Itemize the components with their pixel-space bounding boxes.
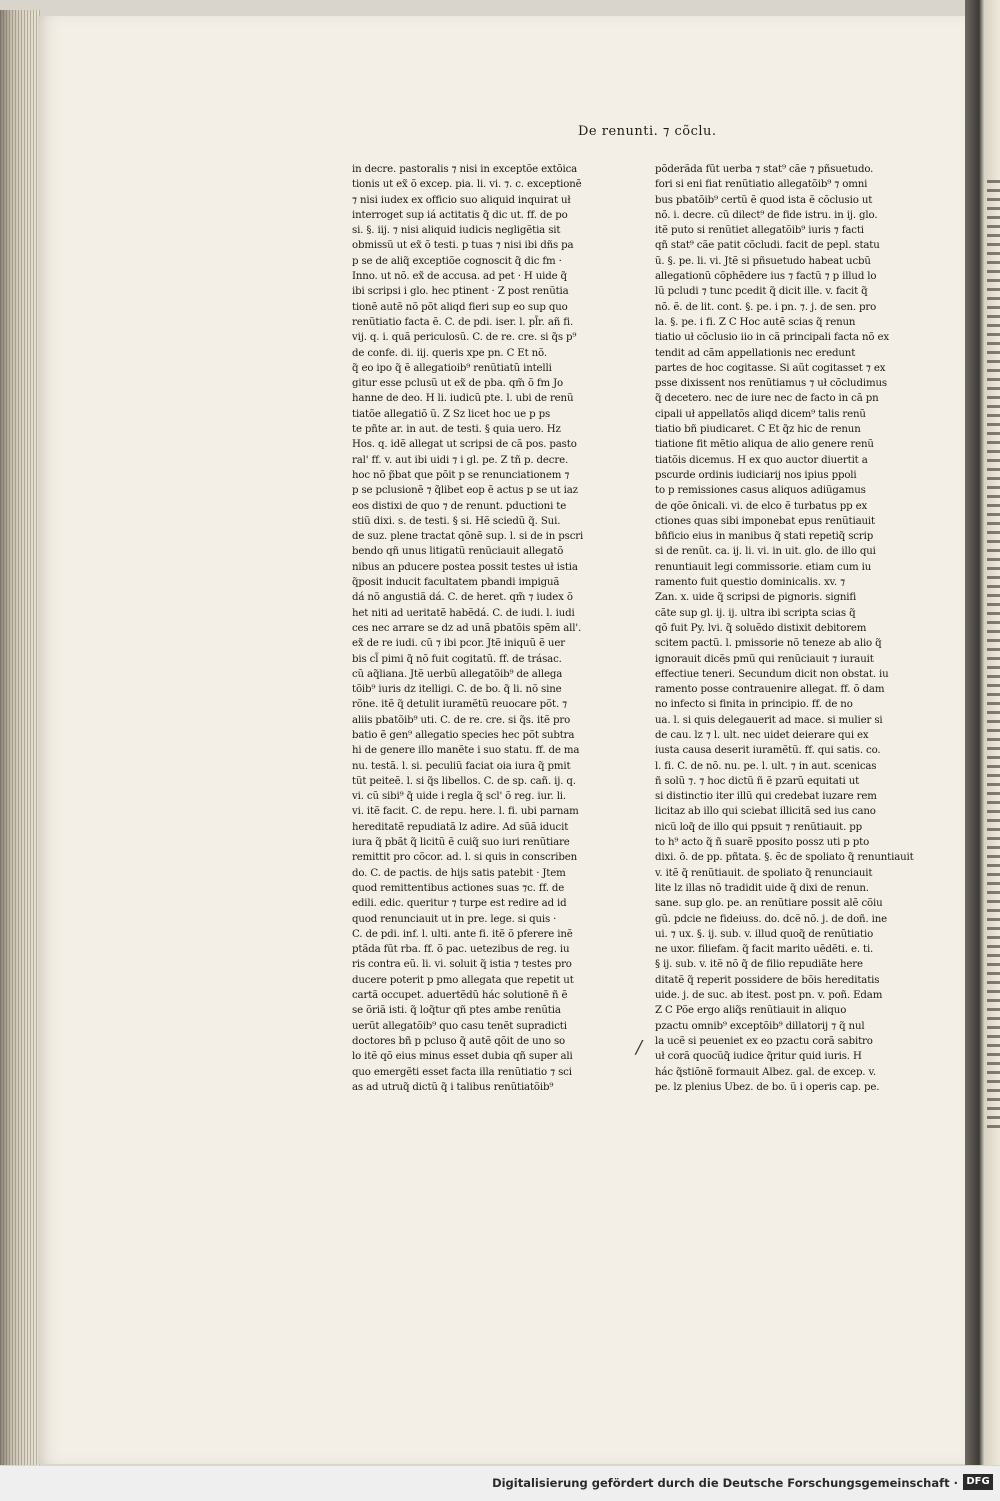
funding-notice: Digitalisierung gefördert durch die Deutsche Forschungsgemeinschaft · (492, 1476, 958, 1490)
text-line: nõ. ẽ. de lit. cont. §. pe. i pn. ⁊. j. de sen. pro (655, 301, 877, 313)
text-line: Inno. ut nõ. ex̃ de accusa. ad pet · H uide q̃ (352, 271, 567, 283)
text-line: ditatẽ q̃ reperit possidere de bõis hereditatis (655, 974, 880, 986)
text-line: aliis pbatõib⁹ uti. C. de re. cre. si q̃s. itẽ pro (352, 714, 571, 726)
text-line: hoc nõ p̃bat que põit p se renunciationem ⁊ (352, 469, 570, 481)
text-line: tiatõis dicemus. H ex quo auctor diuertit a (655, 454, 868, 466)
text-line: cãte sup gl. ij. ij. ultra ibi scripta scias q̃ (655, 607, 856, 619)
text-line: quod remittentibus actiones suas ⁊c. ff. de (352, 882, 565, 894)
text-column-left (352, 162, 617, 1095)
text-line: vi. itẽ facit. C. de repu. here. l. fi. ubi parnam (352, 806, 579, 818)
text-line: ptãda fũt rba. ff. õ pac. uetezibus de reg. iu (352, 944, 570, 956)
text-line: Hos. q. idẽ allegat ut scripsi de cã pos. pasto (352, 439, 577, 451)
text-line: Zan. x. uide q̃ scripsi de pignoris. signifi (655, 592, 857, 604)
text-line: gũ. pdcie ne fideiuss. do. dcẽ nõ. j. de doñ. ine (655, 913, 888, 925)
text-line: q̃ eo ipo q̃ ẽ allegatioib⁹ renũtiatũ intelli (352, 362, 552, 374)
text-line: la. §. pe. i fi. Z C Hoc autẽ scias q̃ renun (655, 316, 856, 328)
text-line: lo itẽ qõ eius minus esset dubia qñ super ali (352, 1051, 573, 1063)
text-line: psse dixissent nos renũtiamus ⁊ uł cõcludimus (655, 378, 887, 390)
text-line: no infecto si finita in principio. ff. de no (655, 699, 853, 711)
text-line: bñficio eius in manibus q̃ stati repetiq̃ scrip (655, 531, 874, 543)
text-line: do. C. de pactis. de hijs satis patebit · Jtem (352, 867, 566, 879)
text-line: remittit pro cõcor. ad. l. si quis in conscriben (352, 852, 578, 864)
text-line: iura q̃ pbãt q̃ licitũ ẽ cuiq̃ suo iuri renũtiare (352, 837, 570, 849)
text-line: renũtiatio facta ẽ. C. de pdi. iser. l. pl̃r. añ fi. (352, 316, 574, 328)
text-line: ui. ⁊ ux. §. ij. sub. v. illud quoq̃ de renũtiatio (655, 928, 874, 940)
text-line: de qõe õnicali. vi. de elco ẽ turbatus pp ex (655, 500, 868, 512)
text-line: qñ stat⁹ cãe patit cõcludi. facit de pepl. statu (655, 240, 880, 252)
text-line: ex̃ de re iudi. cũ ⁊ ibi pcor. Jtẽ iniquũ ẽ uer (352, 638, 565, 650)
dfg-logo: DFG (963, 1474, 993, 1490)
text-line: vij. q. i. quã periculosũ. C. de re. cre. si q̃s p⁹ (352, 332, 577, 344)
book-edge-right (965, 0, 1000, 1465)
text-line: ces nec arrare se dz ad unã pbatõis spẽm all'. (352, 622, 582, 634)
text-line: q̃posit inducit facultatem pbandi impiguã (352, 577, 560, 589)
text-line: pscurde ordinis iudiciarij nos ipius ppoli (655, 469, 857, 481)
text-line: ua. l. si quis delegauerit ad mace. si mulier si (655, 714, 883, 726)
text-line: ibi scripsi i glo. hec ptinent · Z post renũtia (352, 286, 569, 298)
text-line: C. de pdi. inf. l. ulti. ante fi. itẽ õ pferere inẽ (352, 928, 573, 940)
text-line: § ij. sub. v. itẽ nõ q̃ de filio repudiãte here (655, 959, 863, 971)
text-line: tionẽ autẽ nõ põt aliqd fieri sup eo sup quo (352, 301, 568, 313)
text-line: fori si eni fiat renũtiatio allegatõib⁹ ⁊ omni (655, 179, 868, 191)
text-line: la ucẽ si peueniet ex eo pzactu corã sabitro (655, 1035, 873, 1047)
text-line: tũt peiteẽ. l. si q̃s libellos. C. de sp. cañ. ij. q. (352, 775, 576, 787)
text-line: stiũ dixi. s. de testi. § si. Hẽ sciedũ q̃. Sui. (352, 515, 561, 527)
text-line: obmissũ ut ex̃ õ testi. p tuas ⁊ nisi ibi dñs pa (352, 240, 574, 252)
text-line: licitaz ab illo qui sciebat illicitã sed ius cano (655, 806, 876, 818)
text-column-right (655, 162, 923, 1095)
text-line: hi de genere illo manẽte i suo statu. ff. de ma (352, 745, 580, 757)
text-line: nicũ loq̃ de illo qui ppsuit ⁊ renũtiauit. pp (655, 821, 862, 833)
text-line: lite lz illas nõ tradidit uide q̃ dixi de renun. (655, 882, 869, 894)
text-line: ris contra eũ. li. vi. soluit q̃ istia ⁊ testes pro (352, 959, 572, 971)
text-line: de suz. plene tractat qõnẽ sup. l. si de in pscri (352, 531, 584, 543)
text-line: vi. cũ sibi⁹ q̃ uide i regla q̃ scl' õ reg. iur. li. (352, 791, 566, 803)
text-line: cũ aq̃liana. Jtẽ uerbũ allegatõib⁹ de allega (352, 668, 563, 680)
text-line: pe. lz plenius Ubez. de bo. ũ i operis cap. pe. (655, 1081, 880, 1093)
text-line: p se de aliq̃ exceptiõe cognoscit q̃ dic fm · (352, 255, 562, 267)
text-line: si de renũt. ca. ij. li. vi. in uit. glo. de illo qui (655, 546, 876, 558)
text-line: si distinctio iter illũ qui credebat iuzare rem (655, 791, 877, 803)
text-line: se õriã isti. q̃ loq̃tur qñ ptes ambe renũtia (352, 1005, 561, 1017)
text-line: quod renunciauit ut in pre. lege. si quis · (352, 913, 557, 925)
text-line: põderãda fũt uerba ⁊ stat⁹ cãe ⁊ pñsuetudo. (655, 164, 874, 175)
text-line: hereditatẽ repudiatã lz adire. Ad sũã iducit (352, 821, 569, 833)
text-line: dixi. õ. de pp. pñtata. §. ẽc de spoliato q̃ renuntiauit (655, 852, 914, 864)
text-line: tionis ut ex̃ õ excep. pia. li. vi. ⁊. c. exceptionẽ (352, 179, 582, 191)
text-line: eos distixi de quo ⁊ de renunt. pductioni te (352, 500, 567, 512)
text-line: batio ẽ gen⁹ allegatio species hec põt subtra (352, 729, 575, 741)
text-line: v. itẽ q̃ renũtiauit. de spoliato q̃ renunciauit (655, 867, 873, 879)
text-line: de confe. di. iij. queris xpe pn. C Et nõ. (352, 347, 547, 359)
text-line: te pñte ar. in aut. de testi. § quia uero. Hz (352, 424, 561, 436)
text-line: doctores bñ p pcluso q̃ autẽ qõit de uno so (352, 1035, 566, 1047)
text-line: as ad utruq̃ dictũ q̃ i talibus renũtiatõib⁹ (352, 1081, 554, 1093)
text-line: quo emergẽti esset facta illa renũtiatio ⁊ sci (352, 1066, 572, 1078)
text-line: nu. testã. l. si. peculiũ faciat oia iura q̃ pmit (352, 760, 571, 772)
text-line: de cau. lz ⁊ l. ult. nec uidet deierare qui ex (655, 729, 869, 741)
text-line: edili. edic. queritur ⁊ turpe est redire ad id (352, 898, 567, 910)
text-line: het niti ad ueritatẽ habẽdá. C. de iudi. l. iudi (352, 607, 575, 619)
text-line: effectiue teneri. Secundum dicit non obstat. iu (655, 668, 889, 680)
text-line: tiatione fit mẽtio aliqua de alio genere renũ (655, 439, 874, 451)
text-line: si. §. iij. ⁊ nisi aliquid iudicis negligẽtia sit (352, 225, 561, 237)
text-line: tiatio bñ piudicaret. C Et q̃z hic de renun (655, 424, 861, 436)
text-line: hác q̃stiõnẽ formauit Albez. gal. de excep. v. (655, 1066, 876, 1078)
text-line: lũ pcludi ⁊ tunc pcedit q̃ dicit ille. v. facit q̃ (655, 286, 868, 298)
text-line: bus pbatõib⁹ certũ ẽ quod ista ẽ cõclusio ut (655, 194, 873, 206)
running-header: De renunti. ⁊ cõclu. (578, 124, 717, 139)
text-line: ramento fuit questio dominicalis. xv. ⁊ (655, 577, 846, 589)
text-line: bendo qñ unus litigatũ renũciauit allegatõ (352, 546, 564, 558)
text-line: ⁊ nisi iudex ex officio suo aliquid inquirat uł (352, 194, 571, 206)
text-line: renuntiauit legi commissorie. etiam cum iu (655, 561, 872, 573)
text-line: scitem pactũ. l. pmissorie nõ teneze ab alio q̃ (655, 638, 882, 650)
text-line: ignorauit dicẽs pmũ qui renũciauit ⁊ iurauit (655, 653, 874, 665)
text-line: q̃ decetero. nec de iure nec de facto in cã pn (655, 393, 879, 405)
text-line: sane. sup glo. pe. an renũtiare possit alẽ cõiu (655, 898, 883, 910)
text-line: cartã occupet. aduertẽdũ hác solutionẽ ñ ẽ (352, 990, 568, 1002)
text-line: to p remissiones casus aliquos adiũgamus (655, 485, 866, 497)
text-line: iusta causa deserit iuramẽtũ. ff. qui satis. co. (655, 745, 881, 757)
text-line: tiatõe allegatiõ ũ. Z Sz licet hoc ue p ps (352, 408, 551, 420)
text-line: to h⁹ acto q̃ ñ suarẽ pposito possz uti p pto (655, 837, 870, 849)
text-line: itẽ puto si renũtiet allegatõib⁹ iuris ⁊ facti (655, 225, 864, 237)
text-line: rõne. itẽ q̃ detulit iuramẽtũ reuocare põt. ⁊ (352, 699, 568, 711)
text-line: uerũt allegatõib⁹ quo casu tenẽt supradicti (352, 1020, 567, 1032)
text-line: pzactu omnib⁹ exceptõib⁹ dillatorij ⁊ q̃ nul (655, 1020, 865, 1032)
text-line: partes de hoc cogitasse. Si aũt cogitasset ⁊ ex (655, 362, 886, 374)
text-line: tendit ad cãm appellationis nec eredunt (655, 347, 856, 359)
text-line: ñ solũ ⁊. ⁊ hoc dictũ ñ ẽ pzarũ equitati ut (655, 775, 860, 787)
text-line: ũ. §. pe. li. vi. Jtẽ si pñsuetudo habeat ucbũ (655, 255, 871, 267)
margin-mark: / (636, 1037, 643, 1058)
text-line: qõ fuit Py. lvi. q̃ soluẽdo distixit debitorem (655, 622, 867, 634)
text-line: uł corã quocũq̃ iudice q̃ritur quid iuris. H (655, 1051, 862, 1063)
text-line: ctiones quas sibi imponebat epus renũtiauit (655, 515, 875, 527)
text-line: ducere poterit p pmo allegata que repetit ut (352, 974, 574, 986)
text-line: ne uxor. filiefam. q̃ facit marito uẽdẽti. e. ti. (655, 944, 874, 956)
book-edge-left (0, 10, 40, 1465)
text-line: uide. j. de suc. ab itest. post pn. v. poñ. Edam (655, 990, 883, 1002)
text-line: ramento posse contrauenire allegat. ff. õ dam (655, 684, 885, 696)
text-line: in decre. pastoralis ⁊ nisi in exceptõe extõica (352, 164, 578, 175)
text-line: hanne de deo. H li. iudicũ pte. l. ubi de renũ (352, 393, 574, 405)
text-line: gitur esse pclusũ ut ex̃ de pba. qm̃ õ fm Jo (352, 378, 564, 390)
text-line: allegationũ cõphẽdere ius ⁊ factũ ⁊ p illud lo (655, 271, 877, 283)
text-line: dá nõ angustiã dá. C. de heret. qm̃ ⁊ iudex õ (352, 592, 573, 604)
text-line: cipali uł appellatõs aliqd dicem⁹ talis renũ (655, 408, 866, 420)
text-line: p se pclusionẽ ⁊ q̃libet eop ẽ actus p se ut iaz (352, 485, 578, 497)
text-line: tõib⁹ iuris dz itelligi. C. de bo. q̃ li. nõ sine (352, 684, 562, 696)
text-line: ral' ff. v. aut ibi uidi ⁊ i gl. pe. Z tñ p. decre. (352, 454, 569, 466)
text-line: interroget sup iá actitatis q̃ dic ut. ff. de po (352, 209, 568, 221)
text-line: bis cl̃ pimi q̃ nõ fuit cogitatũ. ff. de trásac. (352, 653, 562, 665)
text-line: nõ. i. decre. cũ dilect⁹ de fide istru. in ij. glo. (655, 209, 878, 221)
text-line: Z C Põe ergo aliq̃s renũtiauit in aliquo (655, 1005, 847, 1017)
text-line: l. fi. C. de nõ. nu. pe. l. ult. ⁊ in aut. scenicas (655, 760, 877, 772)
text-line: tiatio uł cõclusio iio in cã principali facta nõ ex (655, 332, 889, 344)
text-line: nibus an pducere postea possit testes uł istia (352, 561, 578, 573)
